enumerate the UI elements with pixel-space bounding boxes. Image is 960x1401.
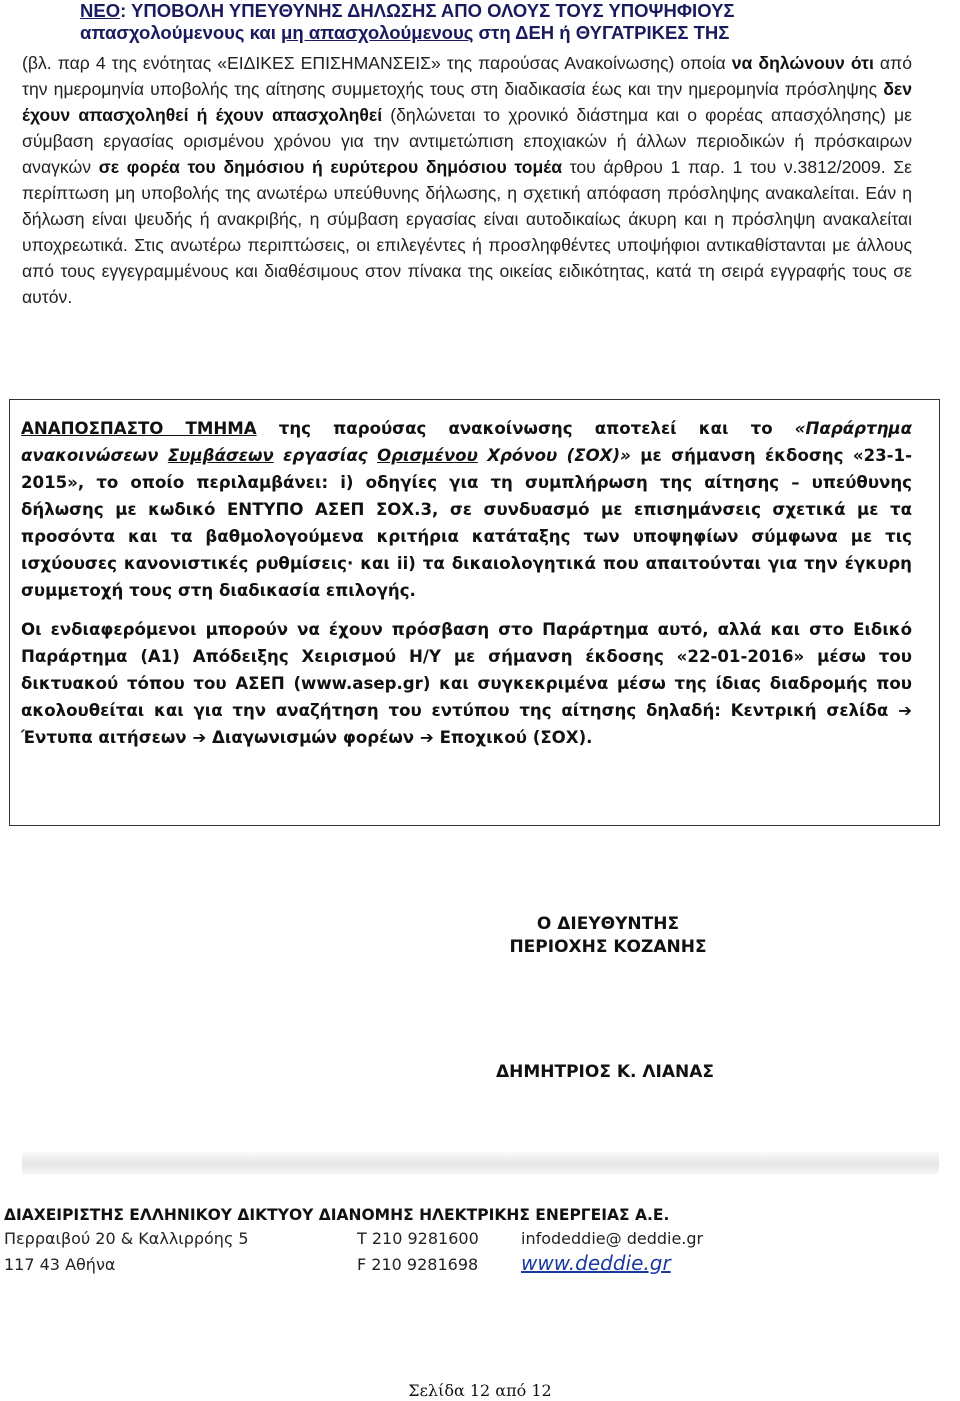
annex-notice-text xyxy=(21,415,912,751)
signature-title-line-1: Ο ΔΙΕΥΘΥΝΤΗΣ xyxy=(536,914,680,934)
page-number: Σελίδα 12 από 12 xyxy=(408,1381,552,1400)
annex-paragraph-2: Οι ενδιαφερόμενοι μπορούν να έχουν πρόσβαση στο Παράρτημα αυτό, αλλά και στο Ειδικό Παράρτημα (Α1) Απόδειξης Χειρισμού Η/Υ με σήμανση έκδοσης «22-01-2016» μέσω του δικτυακού τόπου του ΑΣΕΠ (www.asep.gr) και συγκεκριμένα μέσω της ίδιας διαδρομής που ακολουθείται και για την αναζήτηση του εντύπου της αίτησης δηλαδή: Κεντρική σελίδα ➔ Έντυπα αιτήσεων ➔ Διαγωνισμών φορέων ➔ Εποχικού (ΣΟΧ). xyxy=(21,620,912,747)
footer-separator xyxy=(22,1152,939,1174)
signature-title xyxy=(478,913,738,959)
header-line-2: απασχολούμενους και μη απασχολούμενους στη ΔΕΗ ή ΘΥΓΑΤΡΙΚΕΣ ΤΗΣ xyxy=(80,22,730,43)
main-paragraph: (βλ. παρ 4 της ενότητας «ΕΙΔΙΚΕΣ ΕΠΙΣΗΜΑΝΣΕΙΣ» της παρούσας Ανακοίνωσης) οποία να δηλώνουν ότι από την ημερομηνία υποβολής της αίτησης συμμετοχής τους στη διαδικασία έως και την ημερομηνία πρόσληψης δεν έχουν απασχοληθεί ή έχουν απασχοληθεί (δηλώνεται το χρονικό διάστημα και ο φορέας απασχόλησης) με σύμβαση εργασίας ορισμένου χρόνου για την αντιμετώπιση εποχιακών ή άλλων περιοδικών ή πρόσκαιρων αναγκών σε φορέα του δημόσιου ή ευρύτερου δημόσιου τομέα του άρθρου 1 παρ. 1 του ν.3812/2009. Σε περίπτωση μη υποβολής της ανωτέρω υπεύθυνης δήλωσης, η σχετική απόφαση πρόσληψης ανακαλείται. Εάν η δήλωση είναι ψευδής ή ανακριβής, η σύμβαση εργασίας είναι αυτοδικαίως άκυρη και η πρόσληψη ανακαλείται υποχρεωτικά. Στις ανωτέρω περιπτώσεις, οι επιλεγέντες ή προσληφθέντες υποψήφιοι αντικαθίστανται με άλλους από τους εγγεγραμμένους και διαθέσιμους στον πίνακα της οικείας ειδικότητας, κατά τη σειρά εγγραφής τους σε αυτόν. xyxy=(22,53,913,307)
header-line-1: ΝΕΟ: ΥΠΟΒΟΛΗ ΥΠΕΥΘΥΝΗΣ ΔΗΛΩΣΗΣ ΑΠΟ ΟΛΟΥΣ ΤΟΥΣ ΥΠΟΨΗΦΙΟΥΣ xyxy=(80,0,735,21)
footer-address-line-2: 117 43 Αθήνα xyxy=(4,1255,116,1274)
footer-email[interactable]: infodeddie@ deddie.gr xyxy=(521,1229,704,1248)
document-header xyxy=(80,0,940,44)
signature-name: ΔΗΜΗΤΡΙΟΣ Κ. ΛΙΑΝΑΣ xyxy=(495,1062,715,1082)
footer-website-link[interactable]: www.deddie.gr xyxy=(521,1251,671,1275)
footer-address-line-1: Περραιβού 20 & Καλλιρρόης 5 xyxy=(4,1229,249,1248)
annex-paragraph-1: ΑΝΑΠΟΣΠΑΣΤΟ ΤΜΗΜΑ της παρούσας ανακοίνωσης αποτελεί και το «Παράρτημα ανακοινώσεων Συμβάσεων εργασίας Ορισμένου Χρόνου (ΣΟΧ)» με σήμανση έκδοσης «23-1-2015», το οποίο περιλαμβάνει: i) οδηγίες για τη συμπλήρωση της αίτησης – υπεύθυνης δήλωσης με κωδικό ΕΝΤΥΠΟ ΑΣΕΠ ΣΟΧ.3, σε συνδυασμό με επισημάνσεις σχετικά με τα προσόντα και τα βαθμολογούμενα κριτήρια κατάταξης των υποψηφίων σύμφωνα με τις ισχύουσες κανονιστικές ρυθμίσεις· και ii) τα δικαιολογητικά που απαιτούνται για την έγκυρη συμμετοχή τους στη διαδικασία επιλογής. xyxy=(21,419,912,600)
header-new-label: ΝΕΟ xyxy=(80,0,121,21)
signature-title-line-2: ΠΕΡΙΟΧΗΣ ΚΟΖΑΝΗΣ xyxy=(509,937,707,957)
footer-company: ΔΙΑΧΕΙΡΙΣΤΗΣ ΕΛΛΗΝΙΚΟΥ ΔΙΚΤΥΟΥ ΔΙΑΝΟΜΗΣ ΗΛΕΚΤΡΙΚΗΣ ΕΝΕΡΓΕΙΑΣ Α.Ε. xyxy=(4,1206,670,1224)
footer-fax: F 210 9281698 xyxy=(357,1255,479,1274)
footer-phone: Τ 210 9281600 xyxy=(357,1229,479,1248)
